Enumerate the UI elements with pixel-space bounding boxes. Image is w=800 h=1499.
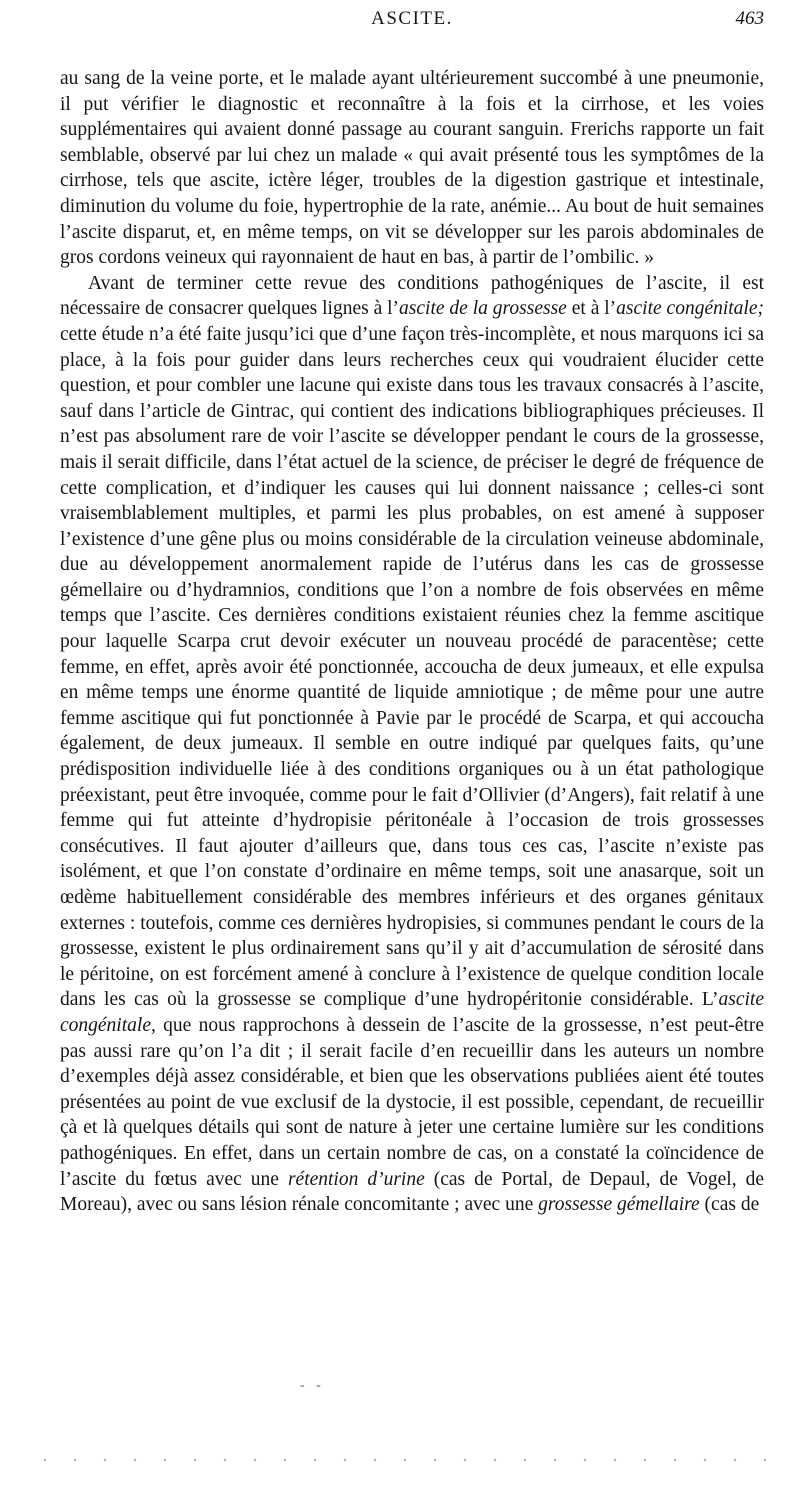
text-run: que nous rapprochons à dessein de l’ascite de la grossesse, n’est peut-être pas aussi rare qu’on l’a dit ; il serait facile d’en recueillir dans les auteurs un nombre d’exemples déjà assez considérable, et bien que les observations publiées aient été toutes présentées au point de vue exclusif de la dystocie, il est possible, cependant, de recueillir çà et là quelques détails qui sont de nature à jeter une certaine lumière sur les conditions pathogéniques. En effet, dans un certain nombre de cas, on a constaté la coïncidence de l’ascite du fœtus avec une bbox=[60, 1014, 764, 1190]
text-run: cette étude n’a été faite jusqu’ici que d’une façon très-incomplète, et nous marquons ici sa place, à la fois pour guider dans leurs recherches ceux qui voudraient élucider cette question, et pour combler une lacune qui existe dans tous les travaux consacrés à l’ascite, sauf dans l’article de Gintrac, qui contient des indications bibliographiques précieuses. Il n’est pas absolument rare de voir l’ascite se développer pendant le cours de la grossesse, mais il serait difficile, dans l’état actuel de la science, de préciser le degré de fréquence de cette complication, et d’indiquer les causes qui lui donnent naissance ; celles-ci sont vraisemblablement multiples, et parmi les plus probables, on est amené à supposer l’existence d’une gêne plus ou moins considérable de la circulation veineuse abdominale, due au développement anormalement rapide de l’utérus dans les cas de grossesse gémellaire ou d’hydramnios, conditions que l’on a nombre de fois observées en même temps que l’ascite. Ces dernières conditions existaient réunies chez la femme ascitique pour laquelle Scarpa crut devoir exécuter un nouveau procédé de paracentèse; cette femme, en effet, après avoir été ponctionnée, accoucha de deux jumeaux, et elle expulsa en même temps une énorme quantité de liquide amniotique ; de même pour une autre femme ascitique qui fut ponctionnée à Pavie par le procédé de Scarpa, et qui accoucha également, de deux jumeaux. Il semble en outre indiqué par quelques faits, qu’une prédisposition individuelle liée à des conditions organiques ou à un état pathologique préexistant, peut être invoquée, comme pour le fait d’Ollivier (d’Angers), fait relatif à une femme qui fut atteinte d’hydropisie péritonéale à l’occasion de trois grossesses consécutives. Il faut ajouter d’ailleurs que, dans tous ces cas, l’ascite n’existe pas isolément, et que l’on constate d’ordinaire en même temps, soit une anasarque, soit un œdème habituellement considérable des membres inférieurs et des organes génitaux externes : toutefois, comme ces dernières hydropisies, si communes pendant le cours de la grossesse, existent le plus ordinairement sans qu’il y ait d’accumulation de sérosité dans le péritoine, on est forcément amené à conclure à l’existence de quelque condition locale dans les cas où la grossesse se complique d’une hydropéritonie considérable. L’ bbox=[60, 323, 764, 1011]
running-head bbox=[60, 6, 764, 36]
body-text bbox=[60, 66, 764, 1218]
page-number: 463 bbox=[735, 8, 764, 29]
text-run: au sang de la veine porte, et le malade ayant ultérieurement succombé à une pneumonie, il put vérifier le diagnostic et reconnaître à la fois et la cirrhose, et les voies supplémentaires qui avaient donné passage au courant sanguin. Frerichs rapporte un fait semblable, observé par lui chez un malade « qui avait présenté tous les symptômes de la cirrhose, tels que ascite, ictère léger, troubles de la digestion gastrique et intestinale, diminution du volume du foie, hypertrophie de la rate, anémie... Au bout de huit semaines l’ascite disparut, et, en même temps, on vit se développer sur les parois abdominales de gros cordons veineux qui rayonnaient de haut en bas, à partir de l’ombilic. » bbox=[60, 68, 764, 269]
italic-run: ascite de la grossesse bbox=[399, 298, 567, 320]
italic-run: ascite congénitale; bbox=[616, 298, 764, 320]
italic-run: grossesse gémellaire bbox=[538, 1194, 700, 1216]
italic-run: rétention d’urine bbox=[287, 1168, 425, 1190]
text-run: Avant de terminer cette revue des conditions pathogéniques de l’ascite, il est nécessaire de consacrer quelques lignes à l’ bbox=[60, 272, 764, 320]
text-run: et à l’ bbox=[566, 298, 617, 320]
paragraph bbox=[60, 271, 764, 1218]
paragraph bbox=[60, 66, 764, 271]
text-run: (cas de Portal, de Depaul, de Vogel, de Moreau), avec ou sans lésion rénale concomitante ; avec une bbox=[60, 1168, 764, 1216]
italic-run: ascite congénitale, bbox=[60, 989, 764, 1036]
stray-marks: - - bbox=[300, 1378, 325, 1393]
text-run: (cas de bbox=[699, 1194, 760, 1216]
running-title: ASCITE. bbox=[371, 8, 453, 29]
scan-noise-dots bbox=[30, 1458, 770, 1462]
